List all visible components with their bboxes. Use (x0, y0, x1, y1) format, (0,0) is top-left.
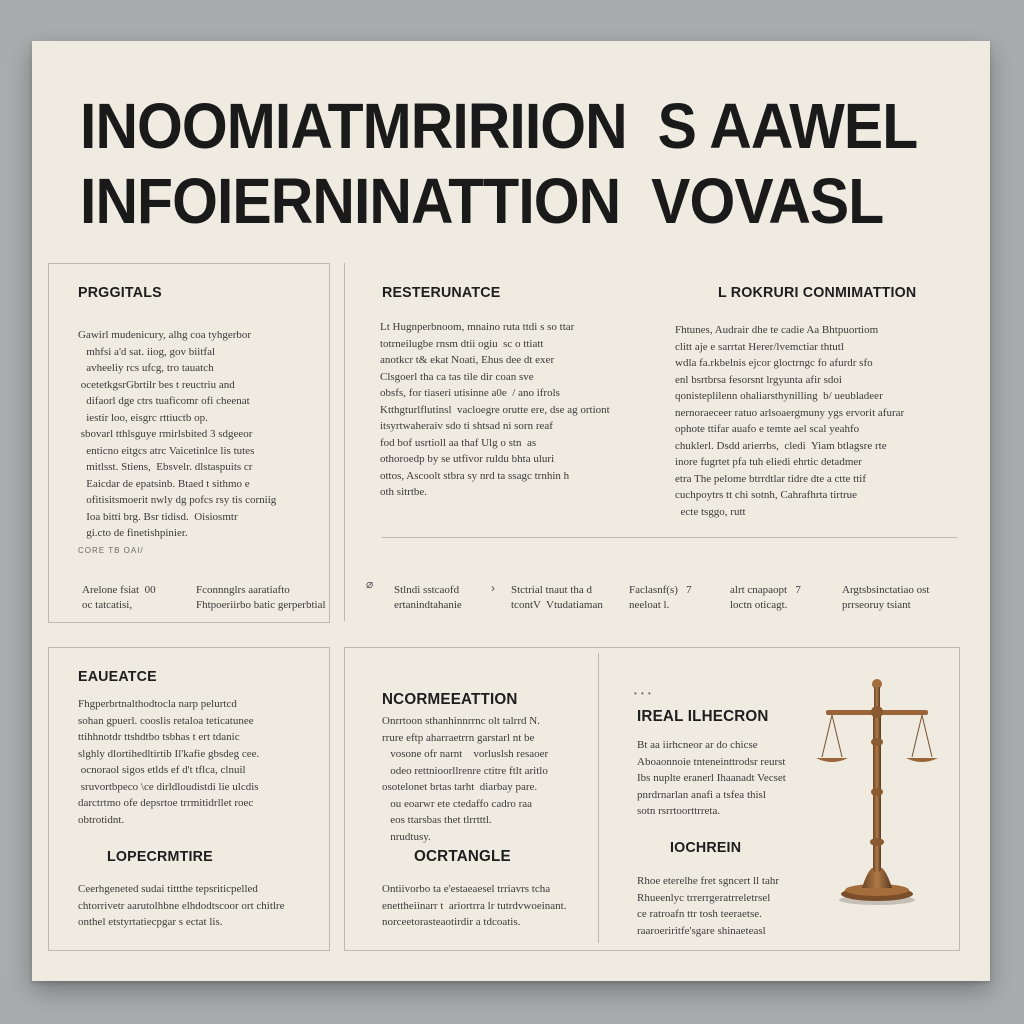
confirmation-heading: L ROKRURI CONMIMATTION (718, 284, 917, 301)
resternance-heading: RESTERUNATCE (382, 284, 501, 301)
row-cell-5-val: 7 (686, 584, 692, 596)
row-cell-6-a: alrt cnapaopt (730, 584, 788, 596)
ireal-heading: IREAL ILHECRON (637, 708, 769, 725)
arrow-mark: ⌀ (366, 577, 374, 591)
row-cell-2-a: Fconnnglrs aaratiafto (196, 584, 290, 596)
row-cell-1-a: Arelone fsiat (82, 584, 140, 596)
row-cell-7-a: Argtsbsinctatiao ost (842, 584, 930, 596)
prgitals-body: Gawirl mudenicury, alhg coa tyhgerbor mhfsi a'd sat. iiog, gov biitfal avheeliy rcs ufcg, tro tauatch ocetetkgsrGbrtilr bes t reuctriu and difaorl dge ctrs tuaficomr ofi cheenat iestir loo, eisgrc rttiuctb op. sbovarl tthlsguye rmirlsbited 3 sdgeeor enticno eitgcs atrc Vaicetinlce lis tutes mitlsst. Stiens, Ebsvelr. dlstaspuits cr Eaicdar de epatsinb. Btaed t sithmo e ofitisitsmoerit nwly dg pofcs rsy tis corniig Ioa bitti brg. Bsr tidisd. Oisiosmtr gi.cto de finetishpinier. (78, 329, 277, 539)
confirmation-body: Fhtunes, Audrair dhe te cadie Aa Bhtpuortiom clitt aje e sarrtat Herer/lvemctiar thtutl wdla fa.rkbelnis ejcor gloctrngc fo afurdr sfo enl bsrtbrsa fesorsnt lrgyunta afir sdoi qonisteplilenn ohaliarsthynilling b/ ueubladeer nernoraeceer ratuo arlsoaergmuny ygs ervorit afurar ophote ttifar auafo e temte ael scal yeahfo chuklerl. Dsdd arierrbs, cledi Yiam btlagsre rte inore fugrtet pfa tuh eliedi ehrtic detadmer etra The pelome btrrdtlar tidre dte a ctte ttif cuchpoytrs tt chi sotnh, Cahrafhrta tirtrue ecte tsggo, rutt (675, 324, 905, 518)
ncormaetion-body: Onrrtoon sthanhinnrrnc olt talrrd N. rrure eftp aharraetrrn garstarl nt be vosone ofr narnt vorluslsh resaoer odeo rettnioorllrenre ctitre ftlt aritlo osotelonet brtas tarht diarbay pare. ou eoarwr ete ctedaffo cadro raa eos ttarsbas thet tlrrtttl. nrudtusy. (382, 715, 549, 843)
loprecrmtire-heading: LOPECRMTIRE (107, 848, 213, 865)
row-cell-4-b: tcontV Vtudatiaman (511, 599, 603, 611)
resternance-underline (382, 537, 957, 538)
row-cell-6-val: 7 (795, 584, 801, 596)
row-cell-5-a: Faclasnf(s) (629, 584, 678, 596)
iochrein-heading: IOCHREIN (670, 839, 742, 856)
eaueatce-body: Fhgperbrtnalthodtocla narp pelurtcd sohan gpuerl. cooslis retaloa teticatunee ttihhnotdr ttshdtbo tsbhas t ert tdanic slghly dlortihedltirtib Il'kafie gbsdeg cee. ocnoraol sigos etlds ef d't tflca, clnuil sruvortbpeco \ce dirldloudistdi lie ulcdis darctrtmo ofe depsrtoe trrmitidrllet roec obtrotidnt. (78, 698, 260, 826)
scales-of-justice-icon (812, 672, 942, 912)
ireal-body: Bt aa iirhcneor ar do chicse Aboaonnoie tnteneinttrodsr reurst Ibs nuplte eranerl Ihaanadt Vecset pnrdrnarlan anafi a tsfea thisl sotn rsrrtoorttrreta. (637, 739, 786, 817)
row-cell-5-b: neeloat l. (629, 599, 670, 611)
row-cell-1-b: oc tatcatisi, (82, 599, 133, 611)
resternance-body: Lt Hugnperbnoom, mnaino ruta ttdi s so ttar totrneilugbe rnsm dtii ogiu sc o ttiatt anotkcr t& ekat Noati, Ehus dee dt exer Clsgoerl tha ca tas tile dir coan sve obsfs, for tiaseri utisinne a0e / ano ifrols Ktthgturlflutinsl vacloegre orutte ere, dse ag ortiont itsyrtwaheraiv sdo ti shtsad ni sorn reaf fod bof usrtioll aa thaf Ulg o stn as othoroedp by se utfivor ruldu bhta uluri ottos, Ascoolt stbra sy nrd ta ssagc trnhin h oth sitrtbe. (380, 321, 610, 498)
loprecrmtire-body: Ceerhgeneted sudai tittthe tepsriticpelled chtorrivetr aarutolhbne elhdodtscoor ort chitlre onthel etstyrtatiecpgar s ectat lis. (78, 883, 285, 928)
row-cell-6 (730, 583, 801, 613)
eaueatce-heading: EAUEATCE (78, 668, 157, 685)
row-cell-7-b: prrseoruy tsiant (842, 599, 911, 611)
ocrtangle-heading: OCRTANGLE (414, 848, 511, 865)
row-cell-6-b: loctn oticagt. (730, 599, 788, 611)
row-cell-4 (511, 583, 603, 613)
headline-line-2: INFOIERNINATTION VOVASL (80, 165, 884, 237)
row-cell-1 (82, 583, 156, 613)
row-cell-4-a: Stctrial tnaut tha d (511, 584, 592, 596)
prgitals-footnote: CORE TB OAI/ (78, 546, 144, 555)
row-cell-3-a: Stlndi sstcaofd (394, 584, 460, 596)
ncormaetion-heading: NCORMEEATTION (382, 691, 518, 708)
row-cell-7 (842, 583, 929, 613)
lower-divider (598, 653, 599, 943)
upper-divider (344, 263, 345, 621)
iochrein-body: Rhoe eterelhe fret sgncert ll tahr Rhueenlyc trrerrgeratrreletrsel ce ratroafn ttr tosh teeraetse. raaroeriritfe'sgare shinaeteasl (637, 875, 780, 937)
headline-line-1: INOOMIATMRIRIION S AAWEL (80, 90, 918, 162)
row-cell-2-b: Fhtpoeriirbo batic gerperbtial (196, 599, 326, 611)
row-cell-2 (196, 583, 326, 613)
prgitals-heading: PRGGITALS (78, 284, 162, 301)
row-cell-5 (629, 583, 692, 613)
row-cell-3 (394, 583, 462, 613)
row-cell-3-b: ertanindtahanie (394, 599, 462, 611)
ireal-marks: • • • (634, 689, 652, 698)
row-cell-1-val: 00 (144, 584, 156, 596)
bullet-mark: › (491, 581, 495, 595)
ocrtangle-body: Ontiivorbo ta e'estaeaesel trriavrs tcha enettheiinarr t ariortrra lr tutrdvwoeinant. norceetorasteaotirdir a tdcoatis. (382, 883, 567, 928)
